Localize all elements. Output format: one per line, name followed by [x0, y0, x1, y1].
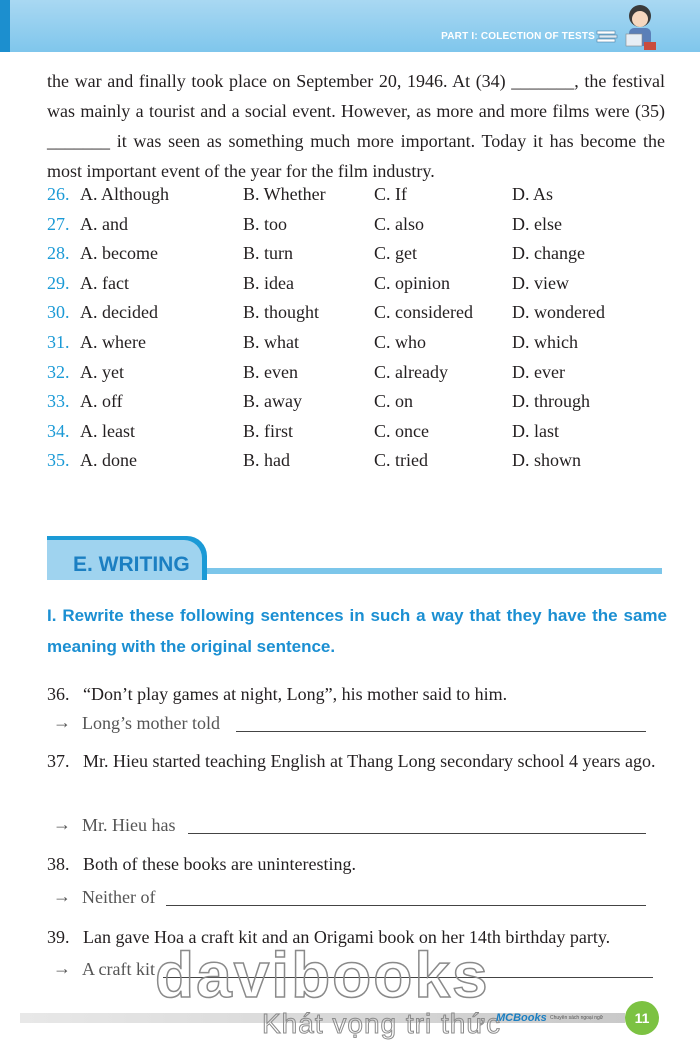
- option-c: C. opinion: [374, 272, 451, 293]
- student-mascot-icon: [620, 2, 660, 52]
- page-number-badge: 11: [625, 1001, 659, 1035]
- option-b: B. first: [243, 420, 294, 441]
- option-d: D. shown: [512, 450, 582, 471]
- question-number: 38.: [47, 854, 70, 874]
- publisher-tagline: Chuyên sách ngoại ngữ: [550, 1015, 604, 1021]
- option-c: C. get: [374, 243, 417, 264]
- option-b: B. what: [243, 331, 299, 352]
- question-number: 26.: [47, 184, 70, 204]
- option-c: C. once: [374, 420, 429, 441]
- question-number: 28.: [47, 243, 70, 264]
- option-d: D. change: [512, 243, 585, 264]
- watermark-tagline: Khát vọng tri thức: [262, 1008, 502, 1039]
- publisher-logo: MCBooks: [496, 1012, 547, 1024]
- question-number: 31.: [47, 331, 70, 352]
- option-a: A. decided: [80, 302, 158, 323]
- question-text: “Don’t play games at night, Long”, his mother said to him.: [83, 684, 508, 704]
- option-d: D. last: [512, 420, 559, 441]
- option-a: A. off: [80, 391, 123, 412]
- option-c: C. on: [374, 391, 414, 412]
- question-text: Both of these books are uninteresting.: [83, 854, 356, 874]
- question-number: 27.: [47, 213, 70, 234]
- question-number: 39.: [47, 927, 70, 947]
- books-icon: [596, 28, 618, 44]
- question-text: Lan gave Hoa a craft kit and an Origami book on her 14th birthday party.: [83, 927, 611, 947]
- answer-blank[interactable]: [188, 833, 646, 834]
- answer-start: Mr. Hieu has: [82, 815, 176, 835]
- option-a: A. Although: [80, 184, 170, 204]
- question-number: 32.: [47, 361, 70, 382]
- passage-text: the war and finally took place on September 20, 1946. At (34) _______, the festival was mainly a tourist and a social event. However, as more and more films were (35) _______ it was seen as something much more important. Today it has become the most important event of the year for the film industry.: [47, 71, 665, 181]
- reading-passage: [47, 66, 665, 186]
- question-number: 34.: [47, 420, 70, 441]
- option-c: C. already: [374, 361, 448, 382]
- instruction-text: I. Rewrite these following sentences in such a way that they have the same meaning with the original sentence.: [47, 606, 667, 656]
- option-c: C. considered: [374, 302, 473, 323]
- option-d: D. wondered: [512, 302, 605, 323]
- option-b: B. too: [243, 213, 288, 234]
- header-title: PART I: COLECTION OF TESTS: [441, 31, 595, 42]
- option-c: C. If: [374, 184, 407, 204]
- question-number: 35.: [47, 450, 70, 471]
- option-c: C. tried: [374, 450, 428, 471]
- question-number: 37.: [47, 751, 70, 771]
- option-b: B. thought: [243, 302, 320, 323]
- answer-start: Neither of: [82, 887, 156, 907]
- header-accent-bar: [0, 0, 10, 52]
- question-number: 29.: [47, 272, 70, 293]
- section-title: E. WRITING: [73, 553, 190, 576]
- option-a: A. least: [80, 420, 135, 441]
- option-d: D. ever: [512, 361, 565, 382]
- option-b: B. Whether: [243, 184, 326, 204]
- option-c: C. also: [374, 213, 425, 234]
- option-d: D. As: [512, 184, 554, 204]
- question-number: 36.: [47, 684, 70, 704]
- answer-blank[interactable]: [166, 905, 646, 906]
- question-text: Mr. Hieu started teaching English at Thang Long secondary school 4 years ago.: [83, 751, 656, 771]
- answer-blank[interactable]: [236, 731, 646, 732]
- option-b: B. idea: [243, 272, 294, 293]
- option-a: A. become: [80, 243, 158, 264]
- option-b: B. away: [243, 391, 302, 412]
- arrow-icon: →: [53, 958, 71, 978]
- option-c: C. who: [374, 331, 427, 352]
- answer-start: Long’s mother told: [82, 713, 220, 733]
- option-a: A. and: [80, 213, 128, 234]
- option-a: A. where: [80, 331, 146, 352]
- arrow-icon: →: [53, 814, 71, 834]
- option-b: B. had: [243, 450, 290, 471]
- arrow-icon: →: [53, 886, 71, 906]
- header-band: [0, 0, 700, 52]
- question-number: 30.: [47, 302, 70, 323]
- option-d: D. view: [512, 272, 569, 293]
- option-d: D. which: [512, 331, 578, 352]
- answer-start: A craft kit: [82, 959, 155, 979]
- option-a: A. done: [80, 450, 137, 471]
- option-d: D. else: [512, 213, 562, 234]
- option-b: B. turn: [243, 243, 294, 264]
- watermark-logo: davibooks: [155, 939, 490, 1011]
- arrow-icon: →: [53, 712, 71, 732]
- option-a: A. yet: [80, 361, 124, 382]
- option-d: D. through: [512, 391, 590, 412]
- section-divider: [207, 568, 662, 574]
- option-b: B. even: [243, 361, 298, 382]
- option-a: A. fact: [80, 272, 129, 293]
- question-number: 33.: [47, 391, 70, 412]
